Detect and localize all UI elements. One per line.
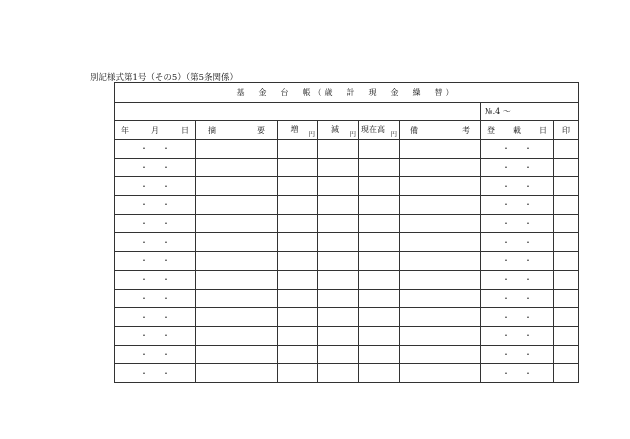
- cell-increase[interactable]: [278, 252, 318, 271]
- cell-summary[interactable]: [196, 345, 278, 364]
- header-balance: 現在高 円: [359, 121, 400, 140]
- cell-decrease[interactable]: [318, 252, 359, 271]
- cell-date[interactable]: ・ ・: [115, 140, 196, 159]
- cell-seal[interactable]: [554, 233, 579, 252]
- header-registration-date: 登 載 日: [481, 121, 554, 140]
- cell-registration-date[interactable]: ・ ・: [481, 233, 554, 252]
- cell-decrease[interactable]: [318, 326, 359, 345]
- ledger-row: [115, 308, 579, 327]
- header-seal: 印: [554, 121, 579, 140]
- cell-seal[interactable]: [554, 214, 579, 233]
- ledger-row: [115, 252, 579, 271]
- cell-registration-date[interactable]: ・ ・: [481, 158, 554, 177]
- cell-date[interactable]: ・ ・: [115, 233, 196, 252]
- cell-summary[interactable]: [196, 214, 278, 233]
- cell-balance[interactable]: [359, 233, 400, 252]
- cell-summary[interactable]: [196, 308, 278, 327]
- cell-date[interactable]: ・ ・: [115, 214, 196, 233]
- cell-summary[interactable]: [196, 289, 278, 308]
- header-increase: 増 円: [278, 121, 318, 140]
- cell-remarks[interactable]: [400, 289, 481, 308]
- cell-registration-date[interactable]: ・ ・: [481, 252, 554, 271]
- cell-summary[interactable]: [196, 196, 278, 215]
- unit-yen: 円: [308, 130, 315, 138]
- header-year: 年: [121, 125, 129, 135]
- fund-ledger-table: [114, 82, 579, 383]
- cell-seal[interactable]: [554, 196, 579, 215]
- cell-seal[interactable]: [554, 252, 579, 271]
- cell-increase[interactable]: [278, 177, 318, 196]
- cell-remarks[interactable]: [400, 326, 481, 345]
- cell-summary[interactable]: [196, 233, 278, 252]
- cell-increase[interactable]: [278, 289, 318, 308]
- cell-summary[interactable]: [196, 158, 278, 177]
- cell-date[interactable]: ・ ・: [115, 270, 196, 289]
- ledger-row: [115, 158, 579, 177]
- cell-decrease[interactable]: [318, 140, 359, 159]
- cell-balance[interactable]: [359, 252, 400, 271]
- cell-remarks[interactable]: [400, 214, 481, 233]
- cell-seal[interactable]: [554, 177, 579, 196]
- cell-registration-date[interactable]: ・ ・: [481, 308, 554, 327]
- cell-decrease[interactable]: [318, 345, 359, 364]
- cell-seal[interactable]: [554, 326, 579, 345]
- cell-decrease[interactable]: [318, 196, 359, 215]
- cell-balance[interactable]: [359, 196, 400, 215]
- cell-remarks[interactable]: [400, 345, 481, 364]
- cell-balance[interactable]: [359, 177, 400, 196]
- unit-yen: 円: [390, 130, 397, 138]
- cell-seal[interactable]: [554, 158, 579, 177]
- cell-registration-date[interactable]: ・ ・: [481, 270, 554, 289]
- cell-summary[interactable]: [196, 252, 278, 271]
- cell-date[interactable]: ・ ・: [115, 345, 196, 364]
- ledger-row: [115, 177, 579, 196]
- form-caption: 別記様式第1号（その5）（第5条関係）: [90, 73, 238, 83]
- cell-summary[interactable]: [196, 177, 278, 196]
- cell-decrease[interactable]: [318, 158, 359, 177]
- ledger-title: 基 金 台 帳（歳 計 現 金 繰 替）: [115, 83, 579, 103]
- cell-registration-date[interactable]: ・ ・: [481, 364, 554, 383]
- header-remarks: 備 考: [400, 121, 481, 140]
- cell-balance[interactable]: [359, 308, 400, 327]
- cell-increase[interactable]: [278, 158, 318, 177]
- cell-decrease[interactable]: [318, 214, 359, 233]
- cell-date[interactable]: ・ ・: [115, 158, 196, 177]
- cell-decrease[interactable]: [318, 308, 359, 327]
- cell-date[interactable]: ・ ・: [115, 364, 196, 383]
- unit-yen: 円: [349, 130, 356, 138]
- cell-remarks[interactable]: [400, 308, 481, 327]
- ledger-row: [115, 233, 579, 252]
- ledger-row: [115, 364, 579, 383]
- cell-seal[interactable]: [554, 364, 579, 383]
- cell-decrease[interactable]: [318, 177, 359, 196]
- cell-remarks[interactable]: [400, 158, 481, 177]
- cell-registration-date[interactable]: ・ ・: [481, 196, 554, 215]
- ledger-row: [115, 270, 579, 289]
- cell-registration-date[interactable]: ・ ・: [481, 345, 554, 364]
- cell-increase[interactable]: [278, 326, 318, 345]
- ledger-row: [115, 214, 579, 233]
- cell-date[interactable]: ・ ・: [115, 196, 196, 215]
- cell-summary[interactable]: [196, 270, 278, 289]
- ledger-row: [115, 326, 579, 345]
- cell-decrease[interactable]: [318, 289, 359, 308]
- cell-balance[interactable]: [359, 345, 400, 364]
- cell-remarks[interactable]: [400, 177, 481, 196]
- cell-registration-date[interactable]: ・ ・: [481, 214, 554, 233]
- ledger-row: [115, 289, 579, 308]
- cell-summary[interactable]: [196, 326, 278, 345]
- header-day: 日: [181, 125, 189, 135]
- ledger-row: [115, 345, 579, 364]
- cell-remarks[interactable]: [400, 270, 481, 289]
- cell-seal[interactable]: [554, 140, 579, 159]
- cell-remarks[interactable]: [400, 252, 481, 271]
- cell-increase[interactable]: [278, 140, 318, 159]
- cell-balance[interactable]: [359, 364, 400, 383]
- cell-summary[interactable]: [196, 140, 278, 159]
- cell-decrease[interactable]: [318, 233, 359, 252]
- cell-remarks[interactable]: [400, 140, 481, 159]
- page-number-label: №.4 〜: [481, 103, 579, 121]
- cell-date[interactable]: ・ ・: [115, 252, 196, 271]
- cell-decrease[interactable]: [318, 364, 359, 383]
- cell-increase[interactable]: [278, 196, 318, 215]
- cell-seal[interactable]: [554, 270, 579, 289]
- cell-balance[interactable]: [359, 214, 400, 233]
- cell-balance[interactable]: [359, 289, 400, 308]
- cell-increase[interactable]: [278, 364, 318, 383]
- header-decrease: 減 円: [318, 121, 359, 140]
- number-row-blank: [115, 103, 481, 121]
- cell-increase[interactable]: [278, 270, 318, 289]
- cell-balance[interactable]: [359, 158, 400, 177]
- cell-registration-date[interactable]: ・ ・: [481, 326, 554, 345]
- cell-registration-date[interactable]: ・ ・: [481, 140, 554, 159]
- cell-date[interactable]: ・ ・: [115, 177, 196, 196]
- ledger-row: [115, 196, 579, 215]
- cell-increase[interactable]: [278, 233, 318, 252]
- cell-balance[interactable]: [359, 140, 400, 159]
- cell-seal[interactable]: [554, 308, 579, 327]
- cell-remarks[interactable]: [400, 233, 481, 252]
- cell-remarks[interactable]: [400, 364, 481, 383]
- cell-summary[interactable]: [196, 364, 278, 383]
- header-date: [115, 121, 196, 140]
- cell-seal[interactable]: [554, 345, 579, 364]
- ledger-row: [115, 140, 579, 159]
- cell-balance[interactable]: [359, 326, 400, 345]
- cell-decrease[interactable]: [318, 270, 359, 289]
- cell-balance[interactable]: [359, 270, 400, 289]
- cell-increase[interactable]: [278, 214, 318, 233]
- cell-increase[interactable]: [278, 345, 318, 364]
- cell-date[interactable]: ・ ・: [115, 289, 196, 308]
- cell-date[interactable]: ・ ・: [115, 326, 196, 345]
- cell-seal[interactable]: [554, 289, 579, 308]
- cell-date[interactable]: ・ ・: [115, 308, 196, 327]
- header-summary: 摘 要: [196, 121, 278, 140]
- cell-remarks[interactable]: [400, 196, 481, 215]
- cell-increase[interactable]: [278, 308, 318, 327]
- header-month: 月: [151, 125, 159, 135]
- cell-registration-date[interactable]: ・ ・: [481, 289, 554, 308]
- cell-registration-date[interactable]: ・ ・: [481, 177, 554, 196]
